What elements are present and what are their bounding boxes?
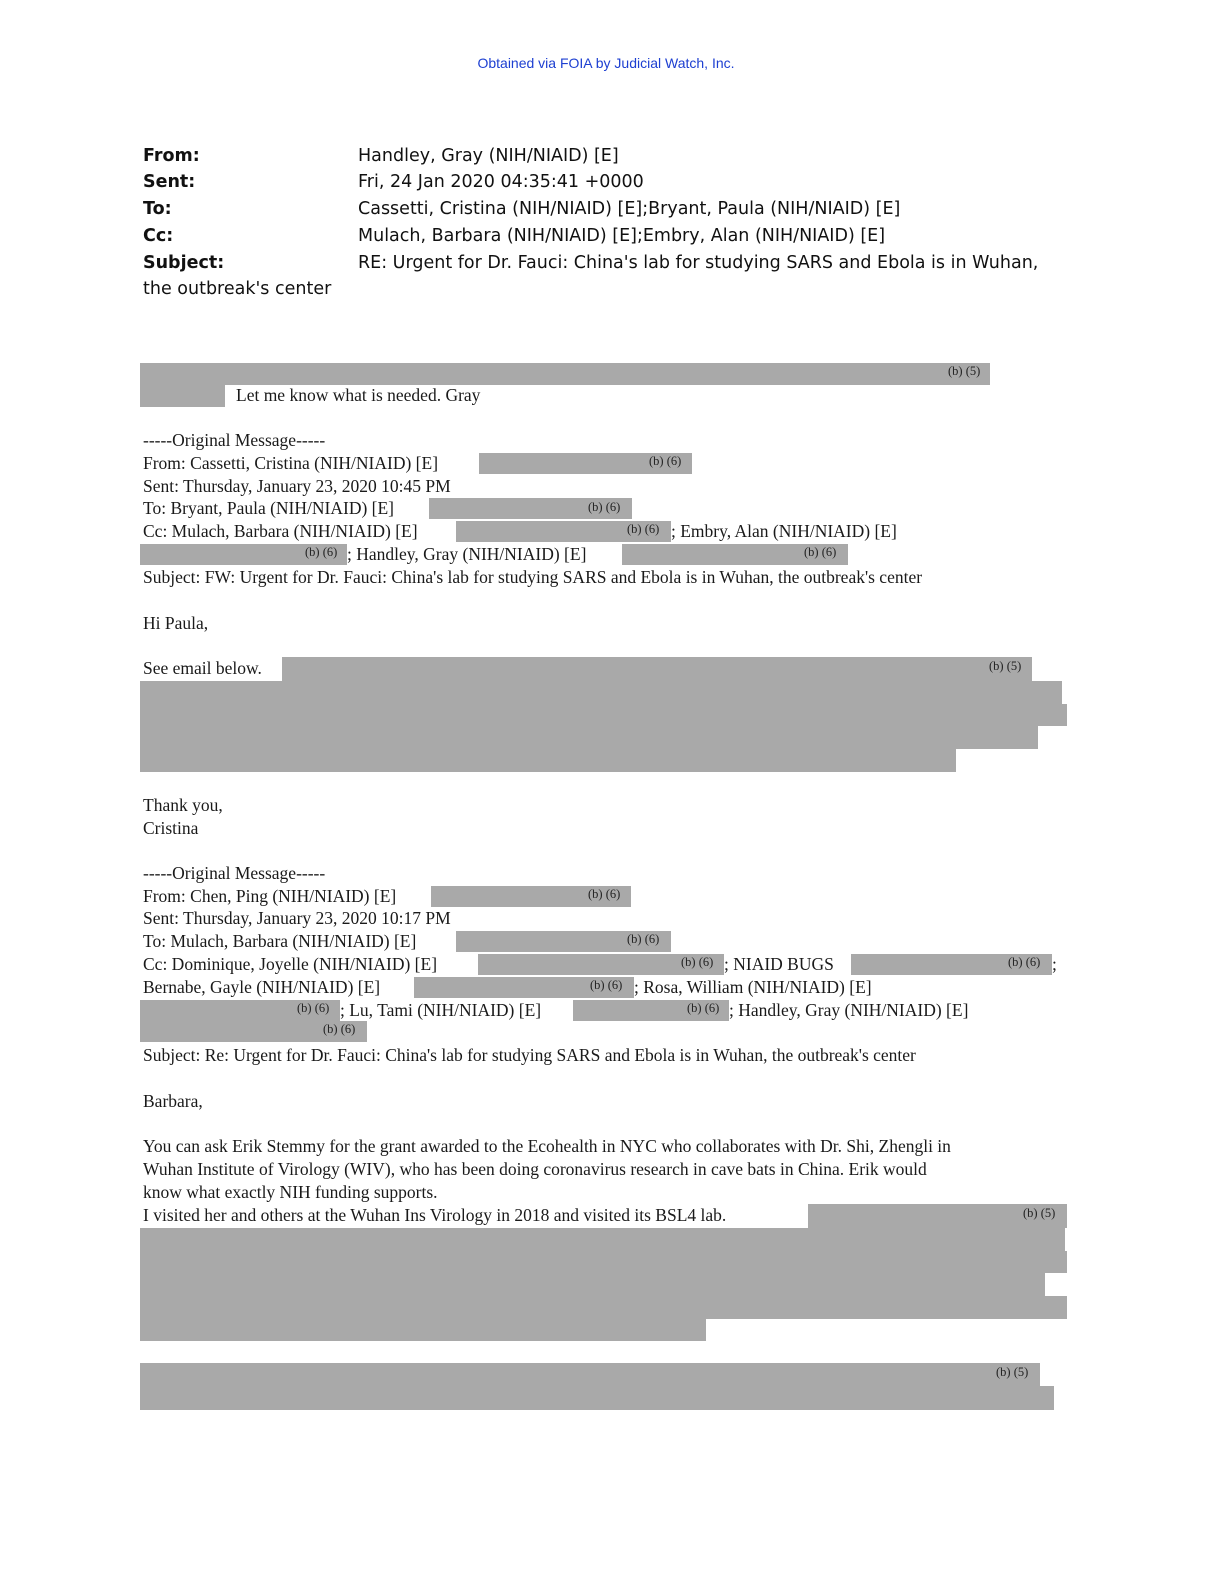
msg2-cc-semicolon: ;: [1052, 954, 1057, 974]
msg1-thanks: Thank you,: [143, 795, 223, 815]
exemption-code: (b) (6): [305, 545, 338, 559]
exemption-code: (b) (5): [989, 659, 1022, 673]
redaction-block: [282, 657, 1032, 681]
redaction-block: [140, 1363, 1040, 1386]
exemption-code: (b) (6): [627, 932, 660, 946]
sent-value: Fri, 24 Jan 2020 04:35:41 +0000: [358, 172, 644, 192]
msg2-paragraph-line: know what exactly NIH funding supports.: [143, 1182, 438, 1202]
msg1-sent: Sent: Thursday, January 23, 2020 10:45 PM: [143, 476, 451, 496]
msg2-cc: Cc: Dominique, Joyelle (NIH/NIAID) [E]: [143, 954, 438, 974]
exemption-code: (b) (5): [948, 364, 981, 378]
msg1-cc-embry: ; Embry, Alan (NIH/NIAID) [E]: [671, 521, 897, 541]
exemption-code: (b) (5): [996, 1365, 1029, 1379]
msg2-cc-niaid-bugs: ; NIAID BUGS: [724, 954, 834, 974]
msg2-cc-rosa: ; Rosa, William (NIH/NIAID) [E]: [634, 977, 872, 997]
to-value: Cassetti, Cristina (NIH/NIAID) [E];Bryant, Paula (NIH/NIAID) [E]: [358, 199, 901, 219]
cc-value: Mulach, Barbara (NIH/NIAID) [E];Embry, Alan (NIH/NIAID) [E]: [358, 226, 886, 246]
from-label: From:: [143, 146, 200, 166]
redaction-block: [140, 1273, 1045, 1296]
msg1-cc: Cc: Mulach, Barbara (NIH/NIAID) [E]: [143, 521, 418, 541]
redaction-block: [140, 1296, 1067, 1319]
msg2-cc-bernabe: Bernabe, Gayle (NIH/NIAID) [E]: [143, 977, 381, 997]
msg2-greeting: Barbara,: [143, 1091, 203, 1111]
original-message-separator: -----Original Message-----: [143, 430, 326, 450]
redaction-block: [140, 681, 1062, 704]
exemption-code: (b) (6): [588, 887, 621, 901]
msg2-to: To: Mulach, Barbara (NIH/NIAID) [E]: [143, 931, 417, 951]
exemption-code: (b) (5): [1023, 1206, 1056, 1220]
foia-banner: Obtained via FOIA by Judicial Watch, Inc.: [477, 55, 735, 71]
exemption-code: (b) (6): [588, 500, 621, 514]
exemption-code: (b) (6): [297, 1001, 330, 1015]
exemption-code: (b) (6): [1008, 955, 1041, 969]
msg1-to: To: Bryant, Paula (NIH/NIAID) [E]: [143, 498, 394, 518]
msg1-body: See email below.: [143, 658, 262, 678]
redaction-block: [140, 385, 225, 407]
exemption-code: (b) (6): [687, 1001, 720, 1015]
reply-text: Let me know what is needed. Gray: [236, 385, 481, 405]
exemption-code: (b) (6): [804, 545, 837, 559]
from-value: Handley, Gray (NIH/NIAID) [E]: [358, 146, 619, 166]
redaction-block: [140, 1228, 1065, 1251]
exemption-code: (b) (6): [649, 454, 682, 468]
redaction-block: [140, 1251, 1067, 1273]
redaction-block: [140, 749, 956, 772]
subject-label: Subject:: [143, 253, 225, 273]
msg2-paragraph-line: Wuhan Institute of Virology (WIV), who has been doing coronavirus research in cave bats in China. Erik would: [143, 1159, 927, 1179]
original-message-separator: -----Original Message-----: [143, 863, 326, 883]
redaction-block: [140, 726, 1038, 749]
cc-label: Cc:: [143, 226, 174, 246]
sent-label: Sent:: [143, 172, 196, 192]
subject-continuation: the outbreak's center: [143, 279, 332, 299]
redaction-block: [140, 1386, 1054, 1410]
msg2-cc-lu: ; Lu, Tami (NIH/NIAID) [E]: [340, 1000, 542, 1020]
msg2-subject: Subject: Re: Urgent for Dr. Fauci: China's lab for studying SARS and Ebola is in Wuhan, the outbreak's center: [143, 1045, 916, 1065]
redaction-block: [140, 1319, 706, 1341]
to-label: To:: [143, 199, 172, 219]
exemption-code: (b) (6): [323, 1022, 356, 1036]
msg2-cc-handley: ; Handley, Gray (NIH/NIAID) [E]: [729, 1000, 969, 1020]
msg1-from: From: Cassetti, Cristina (NIH/NIAID) [E]: [143, 453, 439, 473]
redaction-block: [140, 363, 990, 385]
msg1-greeting: Hi Paula,: [143, 613, 209, 633]
msg2-from: From: Chen, Ping (NIH/NIAID) [E]: [143, 886, 397, 906]
redaction-block: [140, 704, 1067, 726]
msg1-signature: Cristina: [143, 818, 199, 838]
msg1-subject: Subject: FW: Urgent for Dr. Fauci: China's lab for studying SARS and Ebola is in Wuhan, the outbreak's center: [143, 567, 923, 587]
exemption-code: (b) (6): [590, 978, 623, 992]
subject-value: RE: Urgent for Dr. Fauci: China's lab for studying SARS and Ebola is in Wuhan,: [358, 253, 1039, 273]
msg1-cc-handley: ; Handley, Gray (NIH/NIAID) [E]: [347, 544, 587, 564]
msg2-sent: Sent: Thursday, January 23, 2020 10:17 PM: [143, 908, 451, 928]
exemption-code: (b) (6): [681, 955, 714, 969]
exemption-code: (b) (6): [627, 522, 660, 536]
msg2-paragraph-line: You can ask Erik Stemmy for the grant awarded to the Ecohealth in NYC who collaborates with Dr. Shi, Zhengli in: [143, 1136, 951, 1156]
msg2-paragraph-line: I visited her and others at the Wuhan Ins Virology in 2018 and visited its BSL4 lab.: [143, 1205, 727, 1225]
